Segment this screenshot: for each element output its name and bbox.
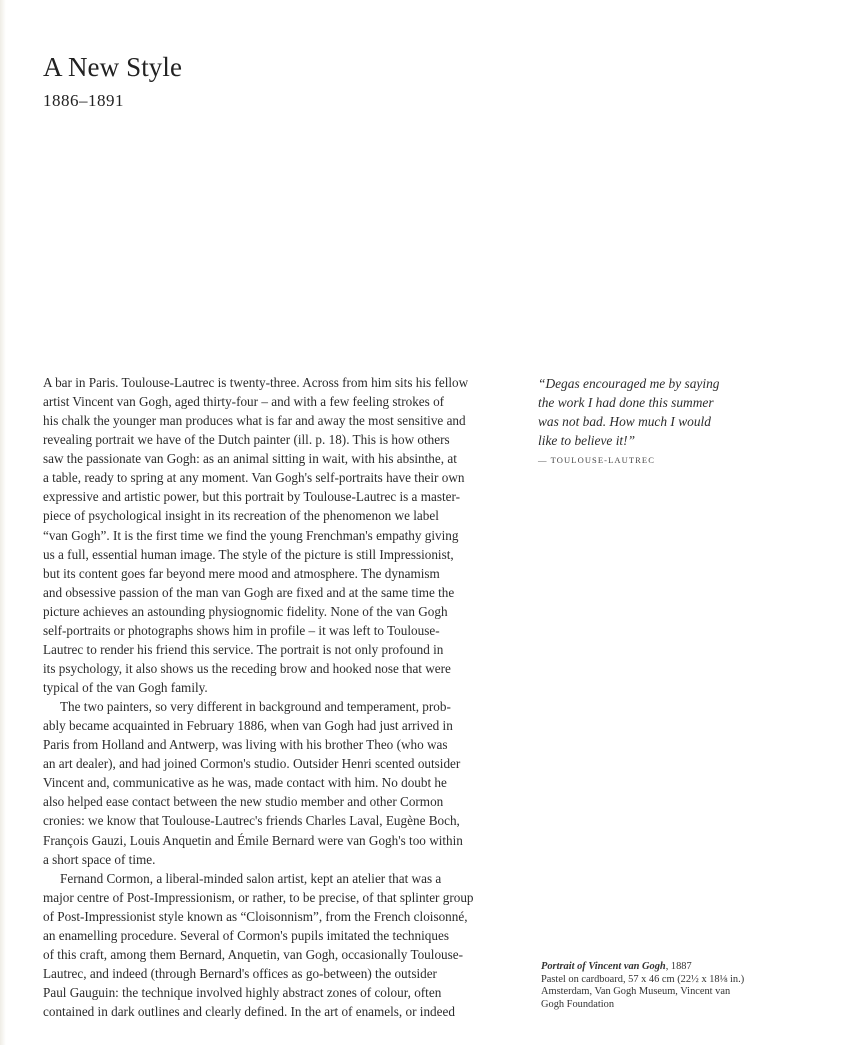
chapter-date-range: 1886–1891: [43, 91, 124, 110]
body-line: of this craft, among them Bernard, Anquetin, van Gogh, occasionally Toulouse-: [43, 946, 464, 962]
body-line: his chalk the younger man produces what is far and away the most sensitive and: [43, 413, 466, 429]
body-line: typical of the van Gogh family.: [43, 680, 208, 695]
quote-line: the work I had done this summer: [538, 395, 714, 410]
body-line: piece of psychological insight in its recreation of the phenomenon we label: [43, 508, 439, 524]
body-line: François Gauzi, Louis Anquetin and Émile Bernard were van Gogh's too within: [43, 832, 463, 848]
sidebar-quote: [538, 374, 758, 450]
body-line: expressive and artistic power, but this portrait by Toulouse-Lautrec is a master-: [43, 489, 460, 505]
caption-line: Gogh Foundation: [541, 998, 615, 1010]
caption-year: , 1887: [665, 961, 692, 972]
page-edge-shadow: [0, 0, 6, 1045]
body-line: Paul Gauguin: the technique involved highly abstract zones of colour, often: [43, 985, 442, 1000]
quote-line: “Degas encouraged me by saying: [538, 376, 720, 391]
body-line: an enamelling procedure. Several of Cormon's pupils imitated the techniques: [43, 927, 449, 943]
body-line: A bar in Paris. Toulouse-Lautrec is twenty-three. Across from him sits his fellow: [43, 375, 469, 390]
body-line: major centre of Post-Impressionism, or rather, to be precise, of that splinter group: [43, 889, 474, 905]
quote-attribution: — TOULOUSE-LAUTREC: [538, 455, 655, 465]
body-line: a table, ready to spring at any moment. Van Gogh's self-portraits have their own: [43, 470, 465, 486]
body-line: “van Gogh”. It is the first time we find the young Frenchman's empathy giving: [43, 527, 459, 543]
caption-line: Pastel on cardboard, 57 x 46 cm (22½ x 18⅛ in.): [541, 973, 745, 985]
caption-artwork-title: Portrait of Vincent van Gogh: [541, 961, 666, 972]
body-line: a short space of time.: [43, 851, 156, 867]
body-line: and obsessive passion of the man van Gogh are fixed and at the same time the: [43, 584, 455, 600]
body-line: its psychology, it also shows us the receding brow and hooked nose that were: [43, 660, 451, 676]
body-line: self-portraits or photographs shows him in profile – it was left to Toulouse-: [43, 622, 440, 638]
body-line: Paris from Holland and Antwerp, was living with his brother Theo (who was: [43, 737, 448, 753]
body-line: saw the passionate van Gogh: as an animal sitting in wait, with his absinthe, at: [43, 451, 457, 467]
body-line: Lautrec, and indeed (through Bernard's offices as go-between) the outsider: [43, 965, 437, 981]
body-line: cronies: we know that Toulouse-Lautrec's friends Charles Laval, Eugène Boch,: [43, 813, 460, 829]
quote-line: was not bad. How much I would: [538, 414, 711, 429]
body-line: contained in dark outlines and clearly defined. In the art of enamels, or indeed: [43, 1004, 455, 1020]
quote-line: like to believe it!”: [538, 433, 636, 448]
body-line: The two painters, so very different in background and temperament, prob-: [60, 699, 451, 715]
body-line: also helped ease contact between the new studio member and other Cormon: [43, 794, 444, 810]
body-text: [43, 373, 521, 1021]
figure-caption: [541, 961, 791, 1011]
body-line: but its content goes far beyond mere mood and atmosphere. The dynamism: [43, 565, 440, 581]
body-line: Vincent and, communicative as he was, made contact with him. No doubt he: [43, 775, 447, 791]
body-line: ably became acquainted in February 1886, when van Gogh had just arrived in: [43, 718, 453, 734]
caption-line: Amsterdam, Van Gogh Museum, Vincent van: [541, 986, 731, 998]
body-line: artist Vincent van Gogh, aged thirty-four – and with a few feeling strokes of: [43, 394, 445, 410]
body-line: an art dealer), and had joined Cormon's studio. Outsider Henri scented outsider: [43, 756, 461, 772]
caption-heading: [541, 961, 791, 974]
body-line: Lautrec to render his friend this service. The portrait is not only profound in: [43, 641, 444, 657]
chapter-title: A New Style: [43, 52, 183, 82]
body-line: us a full, essential human image. The style of the picture is still Impressionist,: [43, 546, 454, 562]
body-line: of Post-Impressionist style known as “Cloisonnism”, from the French cloisonné,: [43, 908, 468, 924]
body-line: revealing portrait we have of the Dutch painter (ill. p. 18). This is how others: [43, 432, 450, 448]
body-line: picture achieves an astounding physiognomic fidelity. None of the van Gogh: [43, 603, 448, 619]
body-line: Fernand Cormon, a liberal-minded salon artist, kept an atelier that was a: [60, 870, 442, 886]
